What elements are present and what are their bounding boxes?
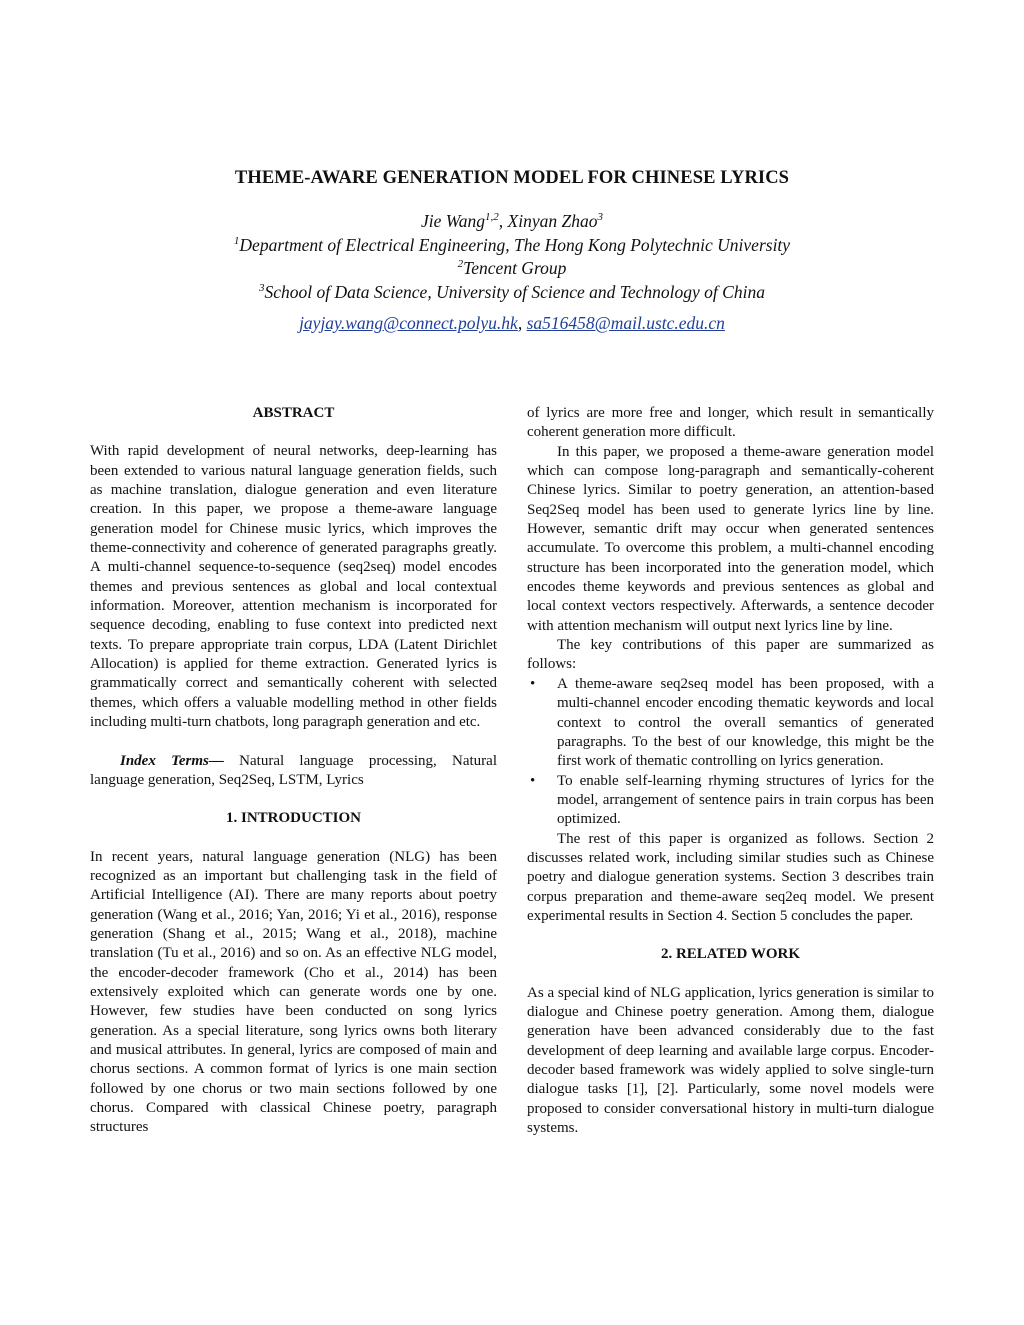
affiliation bbox=[0, 281, 1024, 305]
paragraph: The key contributions of this paper are summarized as follows: bbox=[527, 637, 934, 673]
affiliation-text: School of Data Science, University of Science and Technology of China bbox=[264, 281, 765, 302]
affiliation bbox=[0, 257, 1024, 281]
affiliation-superscript: 3 bbox=[259, 281, 265, 294]
affiliation bbox=[0, 234, 1024, 258]
paragraph: In this paper, we proposed a theme-aware generation model which can compose long-paragraph and semantically-coherent Chinese lyrics. Similar to poetry generation, an attention-based Seq2Seq model has been used to generate lyrics line by line. However, semantic drift may occur when generated sentences accumulate. To overcome this problem, a multi-channel encoding structure has been incorporated into the generation model, which encodes theme keywords and previous sentences as global and local context vectors respectively. Afterwards, a sentence decoder with attention mechanism will output next lyrics line by line. bbox=[527, 443, 934, 634]
section-heading: 1. INTRODUCTION bbox=[225, 810, 361, 827]
right-column bbox=[527, 404, 934, 1138]
affiliation-superscript: 1 bbox=[233, 234, 240, 247]
paragraph: As a special kind of NLG application, lyrics generation is similar to dialogue and Chinese poetry generation. Among them, dialogue generation have been advanced considerably due to the fast development of deep learning and available large corpus. Encoder-decoder based framework was widely applied to solve single-turn dialogue tasks [1], [2]. Particularly, some novel models were proposed to consider conversational history in multi-turn dialogue systems. bbox=[527, 984, 934, 1137]
contribution-list bbox=[527, 675, 934, 830]
affiliation-text: Department of Electrical Engineering, The Hong Kong Polytechnic University bbox=[239, 234, 791, 255]
author-name: Xinyan Zhao bbox=[507, 211, 598, 231]
author-separator: , bbox=[498, 211, 508, 231]
index-terms bbox=[90, 752, 497, 791]
abstract-heading: ABSTRACT bbox=[252, 405, 335, 421]
author-name: Jie Wang bbox=[421, 211, 486, 231]
list-item: • To enable self-learning rhyming structures of lyrics for the model, arrangement of sentence pairs in train corpus has been optimized. bbox=[527, 772, 934, 830]
index-terms-label: Index Terms— bbox=[120, 752, 224, 769]
paragraph: of lyrics are more free and longer, which result in semantically coherent generation more difficult. bbox=[527, 405, 934, 441]
left-column bbox=[90, 404, 497, 1138]
email-link[interactable]: sa516458@mail.ustc.edu.cn bbox=[526, 313, 725, 333]
email-separator: , bbox=[517, 313, 527, 333]
author-block bbox=[0, 210, 1024, 336]
paragraph: The rest of this paper is organized as follows. Section 2 discusses related work, including similar studies such as Chinese poetry and dialogue generation systems. Section 3 describes train corpus preparation and theme-aware seq2eq model. We present experimental results in Section 4. Section 5 concludes the paper. bbox=[527, 830, 934, 924]
abstract-text: With rapid development of neural networks, deep-learning has been extended to various natural language generation fields, such as machine translation, dialogue generation and even literature creation. In this paper, we propose a theme-aware language generation model for Chinese music lyrics, which improves the theme-connectivity and coherence of generated paragraphs greatly. A multi-channel sequence-to-sequence (seq2seq) model encodes themes and previous sentences as global and local contextual information. Moreover, attention mechanism is incorporated for sequence decoding, enabling to fuse context into predicted next texts. To prepare appropriate train corpus, LDA (Latent Dirichlet Allocation) is applied for theme extraction. Generated lyrics is grammatically correct and semantically coherent with selected themes, which offers a valuable modelling method in other fields including multi-turn chatbots, long paragraph generation and etc. bbox=[90, 443, 497, 731]
paragraph: In recent years, natural language generation (NLG) has been recognized as an important but challenging task in the field of Artificial Intelligence (AI). There are many reports about poetry generation (Wang et al., 2016; Yan, 2016; Yi et al., 2016), response generation (Shang et al., 2015; Wang et al., 2018), machine translation (Tu et al., 2016) and so on. As an effective NLG model, the encoder-decoder framework (Cho et al., 2014) has been extensively exploited which can generate words one by one. However, few studies have been conducted on song lyrics generation. As a special literature, song lyrics owns both literary and musical attributes. In general, lyrics are composed of main and chorus sections. A common format of lyrics is one main section followed by one chorus or two main sections followed by one chorus. Compared with classical Chinese poetry, paragraph structures bbox=[90, 848, 497, 1136]
index-terms-text: Natural language processing, Natural language generation, Seq2Seq, LSTM, Lyrics bbox=[90, 752, 498, 788]
email-line bbox=[0, 312, 1024, 336]
list-item: • A theme-aware seq2seq model has been proposed, with a multi-channel encoder encoding thematic keywords and local context to control the overall semantics of generated paragraphs. To the best of our knowledge, this might be the first work of thematic controlling on lyrics generation. bbox=[527, 675, 934, 772]
paper-title: THEME-AWARE GENERATION MODEL FOR CHINESE LYRICS bbox=[234, 168, 790, 188]
section-heading: 2. RELATED WORK bbox=[660, 946, 801, 963]
affiliation-text: Tencent Group bbox=[463, 258, 567, 278]
affiliation-superscript: 2 bbox=[457, 258, 464, 271]
author-superscript: 3 bbox=[597, 211, 603, 224]
author-line bbox=[0, 210, 1024, 234]
email-link[interactable]: jayjay.wang@connect.polyu.hk bbox=[299, 313, 518, 333]
author-superscript: 1,2 bbox=[485, 211, 499, 224]
